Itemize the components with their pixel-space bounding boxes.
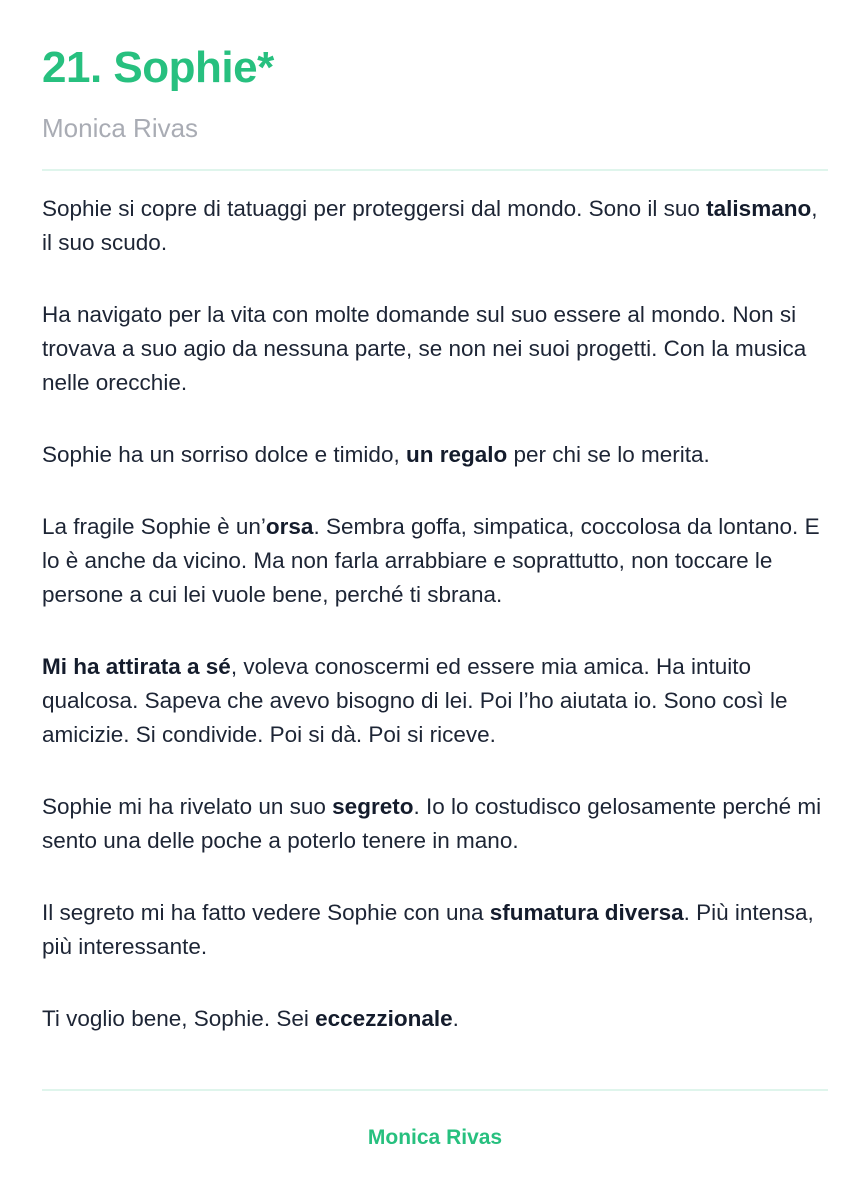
text-run: Sophie mi ha rivelato un suo <box>42 794 333 819</box>
bold-text-run: orsa <box>265 514 314 539</box>
paragraph <box>42 510 828 612</box>
footer-author-name: Monica Rivas <box>367 1126 503 1149</box>
bold-text-run: segreto <box>332 794 414 819</box>
story-body <box>42 192 828 1036</box>
paragraph <box>42 790 828 858</box>
bold-text-run: talismano <box>706 196 812 221</box>
text-run: . <box>452 1006 459 1031</box>
text-run: Ha navigato per la vita con molte domande sul suo essere al mondo. Non si trovava a suo agio da nessuna parte, se non nei suoi progetti. Con la musica nelle orecchie. <box>42 302 807 395</box>
text-run: . Sembra goffa, simpatica, coccolosa da lontano. E lo è anche da vicino. Ma non farla arrabbiare e soprattutto, non toccare le persone a cui lei vuole bene, perché ti sbrana. <box>42 514 820 607</box>
top-divider <box>42 169 828 171</box>
text-run: Ti voglio bene, Sophie. Sei <box>42 1006 316 1031</box>
paragraph <box>42 650 828 752</box>
paragraph <box>42 438 828 472</box>
text-run: , il suo scudo. <box>42 196 818 255</box>
bold-text-run: Mi ha attirata a sé <box>42 654 231 679</box>
page-title: 21. Sophie* <box>42 43 274 92</box>
text-run: La fragile Sophie è un’ <box>42 514 266 539</box>
bold-text-run: eccezzionale <box>315 1006 453 1031</box>
author-name: Monica Rivas <box>42 113 199 143</box>
text-run: Il segreto mi ha fatto vedere Sophie con una <box>42 900 490 925</box>
bottom-divider <box>42 1089 828 1091</box>
text-run: Sophie ha un sorriso dolce e timido, <box>42 442 406 467</box>
paragraph <box>42 298 828 400</box>
bold-text-run: sfumatura diversa <box>489 900 684 925</box>
bold-text-run: un regalo <box>405 442 508 467</box>
text-run: . Più intensa, più interessante. <box>42 900 814 959</box>
paragraph <box>42 192 828 260</box>
paragraph <box>42 1002 828 1036</box>
text-run: . Io lo costudisco gelosamente perché mi sento una delle poche a poterlo tenere in mano. <box>42 794 822 853</box>
text-run: , voleva conoscermi ed essere mia amica. Ha intuito qualcosa. Sapeva che avevo bisogno di lei. Poi l’ho aiutata io. Sono così le amicizie. Si condivide. Poi si dà. Poi si riceve. <box>42 654 788 747</box>
text-run: Sophie si copre di tatuaggi per proteggersi dal mondo. Sono il suo <box>42 196 707 221</box>
text-run: per chi se lo merita. <box>507 442 710 467</box>
paragraph <box>42 896 828 964</box>
page <box>42 0 828 1200</box>
